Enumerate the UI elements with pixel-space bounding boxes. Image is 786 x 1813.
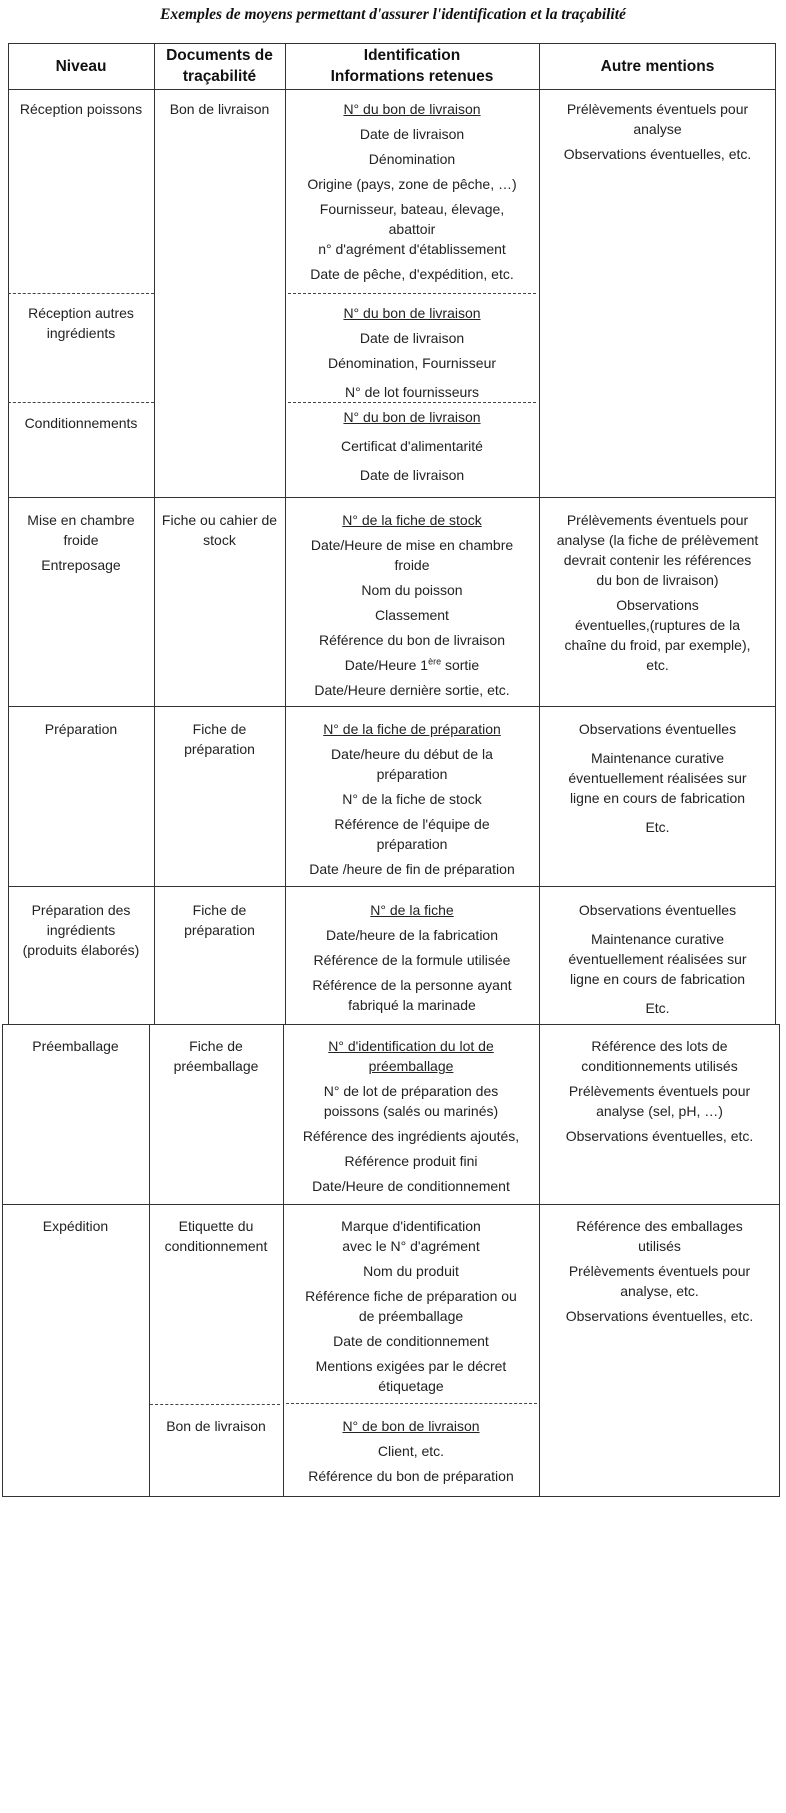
identification-stock: N° de la fiche de stock Date/Heure de mise en chambre froide Nom du poisson Classement Référence du bon de livraison Date/Heure 1ère sortie Date/Heure dernière sortie, etc. <box>310 512 514 698</box>
column-divider <box>283 1024 284 1497</box>
documents-fiche-preemballage: Fiche de préemballage <box>173 1038 259 1074</box>
identification-conditionnements: N° du bon de livraison Certificat d'alimentarité Date de livraison <box>341 409 483 483</box>
autre-reception: Prélèvements éventuels pour analyse Observations éventuelles, etc. <box>563 101 752 162</box>
documents-bon-livraison: Bon de livraison <box>169 101 270 117</box>
identification-preemballage: N° d'identification du lot de préemballage N° de lot de préparation des poissons (salés ou marinés) Référence des ingrédients ajoutés, Référence produit fini Date/Heure de conditionnement <box>302 1038 520 1194</box>
identification-preparation: N° de la fiche de préparation Date/heure du début de la préparation N° de la fiche de stock Référence de l'équipe de préparation Date /heure de fin de préparation <box>309 721 515 877</box>
header-niveau: Niveau <box>55 58 107 75</box>
identification-expedition-bon: N° de bon de livraison Client, etc. Référence du bon de préparation <box>308 1418 514 1484</box>
niveau-conditionnements: Conditionnements <box>24 415 138 431</box>
identification-reception-poissons: N° du bon de livraison Date de livraison Dénomination Origine (pays, zone de pêche, …) Fournisseur, bateau, élevage, abattoir n° d'agrément d'établissement Date de pêche, d'expédition, etc. <box>307 101 517 282</box>
niveau-reception-poissons: Réception poissons <box>19 101 143 117</box>
dashed-divider <box>150 1404 280 1405</box>
documents-fiche-stock: Fiche ou cahier de stock <box>161 512 278 548</box>
identification-expedition-etiquette: Marque d'identification avec le N° d'agrément Nom du produit Référence fiche de préparation ou de préemballage Date de conditionnement Mentions exigées par le décret étiquetage <box>305 1218 517 1394</box>
identification-preparation-ingredients: N° de la fiche Date/heure de la fabrication Référence de la formule utilisée Référence de la personne ayant fabriqué la marinade <box>312 902 512 1013</box>
dashed-divider <box>8 402 154 403</box>
row-divider <box>8 497 776 498</box>
row-divider <box>8 706 776 707</box>
document-title: Exemples de moyens permettant d'assurer l'identification et la traçabilité <box>160 6 626 23</box>
identification-reception-autres: N° du bon de livraison Date de livraison Dénomination, Fournisseur N° de lot fournisseurs <box>327 305 497 400</box>
header-autre: Autre mentions <box>600 58 715 75</box>
niveau-reception-autres: Réception autres ingrédients <box>28 305 134 341</box>
autre-stock: Prélèvements éventuels pour analyse (la fiche de prélèvement devrait contenir les références du bon de livraison) Observations éventuelles,(ruptures de la chaîne du froid, par exemple), etc. <box>556 512 759 673</box>
autre-preemballage: Référence des lots de conditionnements utilisés Prélèvements éventuels pour analyse (sel, pH, …) Observations éventuelles, etc. <box>565 1038 754 1144</box>
documents-fiche-preparation-ingredients: Fiche de préparation <box>184 902 255 938</box>
niveau-mise-en-chambre: Mise en chambre froide Entreposage <box>27 512 135 573</box>
niveau-expedition: Expédition <box>42 1218 109 1234</box>
row-divider <box>8 886 776 887</box>
dashed-divider <box>288 402 536 403</box>
documents-fiche-preparation: Fiche de préparation <box>184 721 255 757</box>
autre-preparation: Observations éventuelles Maintenance curative éventuellement réalisées sur ligne en cours de fabrication Etc. <box>568 721 747 835</box>
header-identification: Identification Informations retenues <box>330 47 494 85</box>
row-divider <box>2 1204 780 1205</box>
dashed-divider <box>288 293 536 294</box>
autre-preparation-ingredients: Observations éventuelles Maintenance curative éventuellement réalisées sur ligne en cours de fabrication Etc. <box>568 902 747 1016</box>
niveau-preparation: Préparation <box>44 721 118 737</box>
documents-bon-livraison-expedition: Bon de livraison <box>166 1418 266 1434</box>
header-documents: Documents de traçabilité <box>166 47 273 85</box>
dashed-divider <box>8 293 154 294</box>
dashed-divider <box>286 1403 537 1404</box>
niveau-preemballage: Préemballage <box>32 1038 119 1054</box>
documents-etiquette: Etiquette du conditionnement <box>164 1218 268 1254</box>
column-divider <box>285 43 286 1025</box>
niveau-preparation-ingredients: Préparation des ingrédients (produits élaborés) <box>22 902 140 958</box>
row-divider <box>8 89 776 90</box>
autre-expedition: Référence des emballages utilisés Prélèvements éventuels pour analyse, etc. Observations éventuelles, etc. <box>565 1218 754 1324</box>
